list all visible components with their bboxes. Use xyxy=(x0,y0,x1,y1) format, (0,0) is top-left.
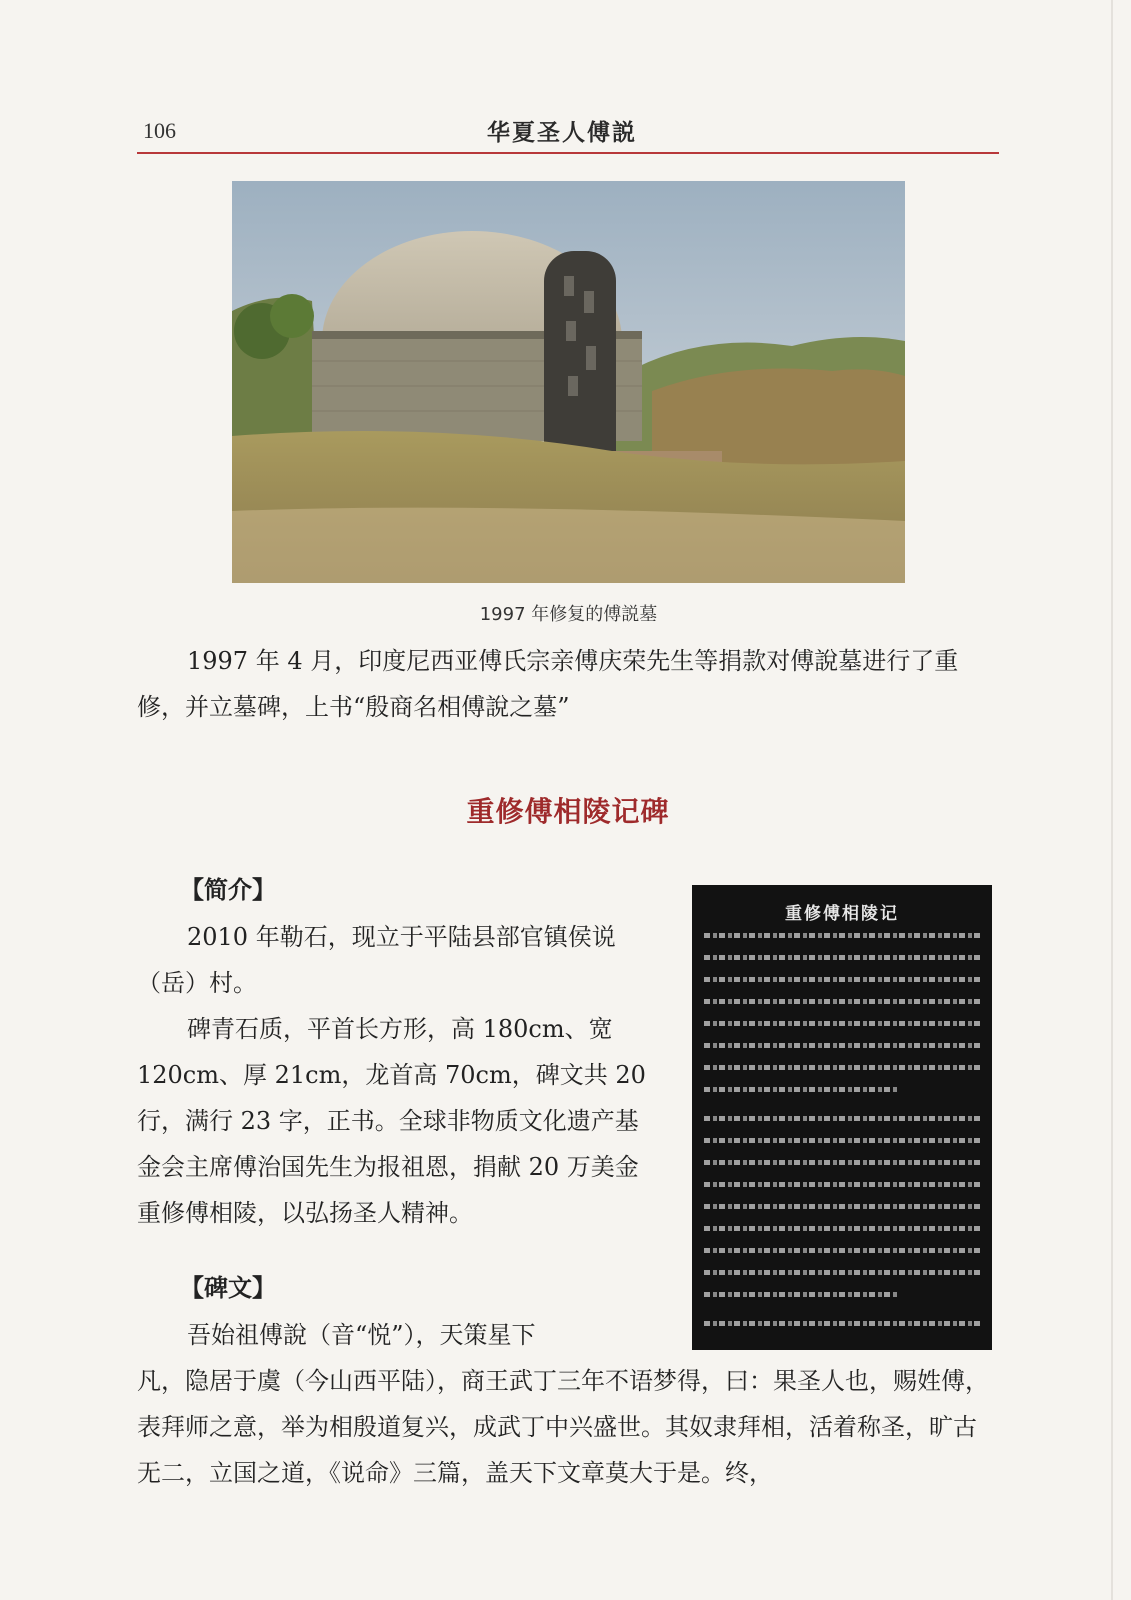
rubbing-title: 重修傅相陵记 xyxy=(785,904,899,924)
photo-caption: 1997 年修复的傅説墓 xyxy=(479,604,658,625)
intro-label: 【简介】 xyxy=(180,876,276,904)
inscription-continuation: 凡，隐居于虞（今山西平陆），商王武丁三年不语梦得，曰：果圣人也，赐姓傅，表拜师之意，举为相殷道复兴，成武丁中兴盛世。其奴隶拜相，活着称圣，旷古无二，立国之道，《说命》三篇，盖天下文章莫大于是。终， xyxy=(137,1367,989,1487)
header-rule xyxy=(137,152,999,154)
rubbing-inscription-lines xyxy=(704,933,980,1343)
inscription-first-line xyxy=(137,1312,647,1358)
running-title: 华夏圣人傅説 xyxy=(487,120,637,146)
stele-rubbing-image xyxy=(692,885,992,1350)
intro-paragraph-2: 碑青石质，平首长方形，高 180cm、宽 120cm、厚 21cm，龙首高 70cm，碑文共 20 行，满行 23 字，正书。全球非物质文化遗产基金会主席傅治国先生为报祖恩，捐献 20 万美金重修傅相陵，以弘扬圣人精神。 xyxy=(137,1015,646,1227)
page-header xyxy=(137,108,999,154)
inscription-label: 【碑文】 xyxy=(180,1274,276,1302)
page-number: 106 xyxy=(143,118,176,143)
paragraph-tomb-repair: 1997 年 4 月，印度尼西亚傅氏宗亲傅庆荣先生等捐款对傅說墓进行了重修，并立墓碑，上书“殷商名相傅說之墓” xyxy=(137,647,959,721)
intro-paragraph-1: 2010 年勒石，现立于平陆县部官镇侯说（岳）村。 xyxy=(137,923,616,997)
page-edge xyxy=(1111,0,1113,1600)
section-title: 重修傅相陵记碑 xyxy=(466,795,670,828)
tomb-photo xyxy=(232,181,905,583)
tomb-photo-illustration xyxy=(232,181,905,583)
intro-text xyxy=(137,914,647,1236)
inscription-first-line-text: 吾始祖傅說（音“悦”），天策星下 xyxy=(187,1321,536,1349)
